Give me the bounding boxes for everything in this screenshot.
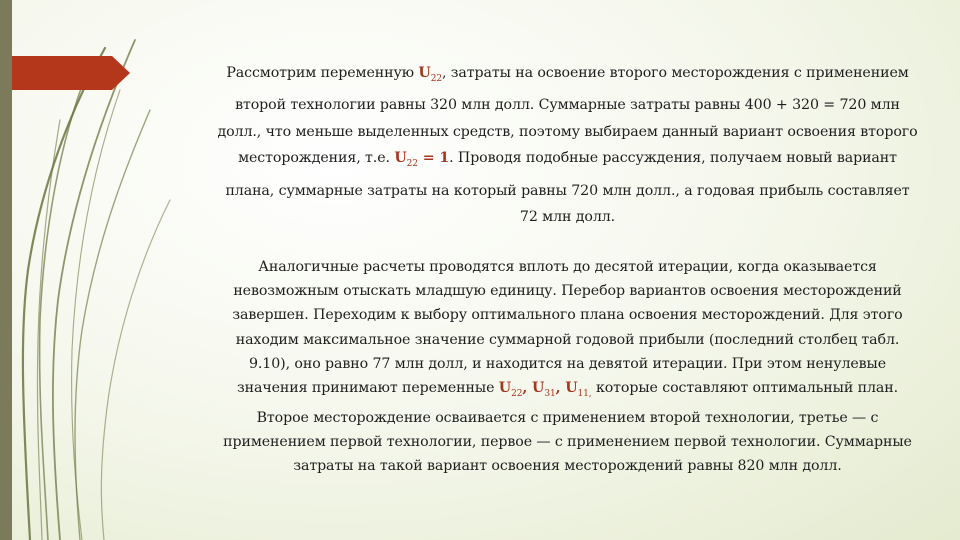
grass-blades (23, 40, 170, 540)
var-base: U (498, 380, 512, 397)
var-subscript: 31 (544, 388, 556, 399)
variable-u22 (418, 65, 442, 84)
p1-text-3: . Проводя подобные рассуждения, получаем новый вариант плана, суммарные затраты на который равны 720 млн долл., а годовая прибыль составляет 72 млн долл. (225, 150, 910, 226)
separator: , (522, 380, 533, 397)
red-arrow-banner (12, 56, 130, 90)
var-base: U (418, 65, 431, 81)
var-subscript: 22 (511, 388, 523, 399)
var-base: U (394, 150, 407, 167)
variable-u22-equals-1 (394, 150, 450, 170)
separator: , (555, 380, 566, 397)
grass-blade (23, 48, 105, 540)
grass-blade (53, 40, 135, 540)
var-equals: = 1 (417, 150, 450, 167)
var-base: U (532, 380, 545, 397)
variable-u31 (532, 380, 556, 399)
variable-u11 (565, 380, 592, 399)
var-subscript: 22 (430, 73, 442, 84)
p1-text-2: , затраты на освоение второго месторождения с применением второй технологии равны 320 млн долл. Суммарные затраты равны 400 + 320 = 720 млн долл., что меньше выделенных средств, поэтому выбираем данный вариант освоения второго месторождения, т.е. (217, 65, 918, 167)
grass-blade (72, 90, 120, 540)
var-subscript: 11, (577, 388, 592, 399)
paragraph-1-text (215, 60, 920, 231)
paragraph-2-text (215, 255, 920, 479)
var-subscript: 22 (406, 159, 418, 170)
grass-blade (101, 200, 170, 540)
p2-text-2: которые составляют оптимальный план. Второе месторождение осваивается с применением второй технологии, третье — с применением первой технологии, первое — с применением первой технологии. Суммарные затраты на такой вариант освоения месторождений равны 820 млн долл. (223, 380, 912, 475)
var-base: U (565, 380, 578, 397)
p1-text-1: Рассмотрим переменную (226, 65, 419, 81)
p2-text-1: Аналогичные расчеты проводятся вплоть до десятой итерации, когда оказывается невозможным отыскать младшую единицу. Перебор вариантов освоения месторождений завершен. Переходим к выбору оптимального плана освоения месторождений. Для этого находим максимальное значение суммарной годовой прибыли (последний столбец табл. 9.10), оно равно 77 млн долл, и находится на девятой итерации. При этом ненулевые значения принимают переменные (232, 259, 903, 397)
variable-u22 (498, 380, 523, 399)
grass-blade (40, 70, 88, 540)
paragraph-iteration-step (215, 60, 920, 231)
paragraph-optimal-plan (215, 255, 920, 479)
